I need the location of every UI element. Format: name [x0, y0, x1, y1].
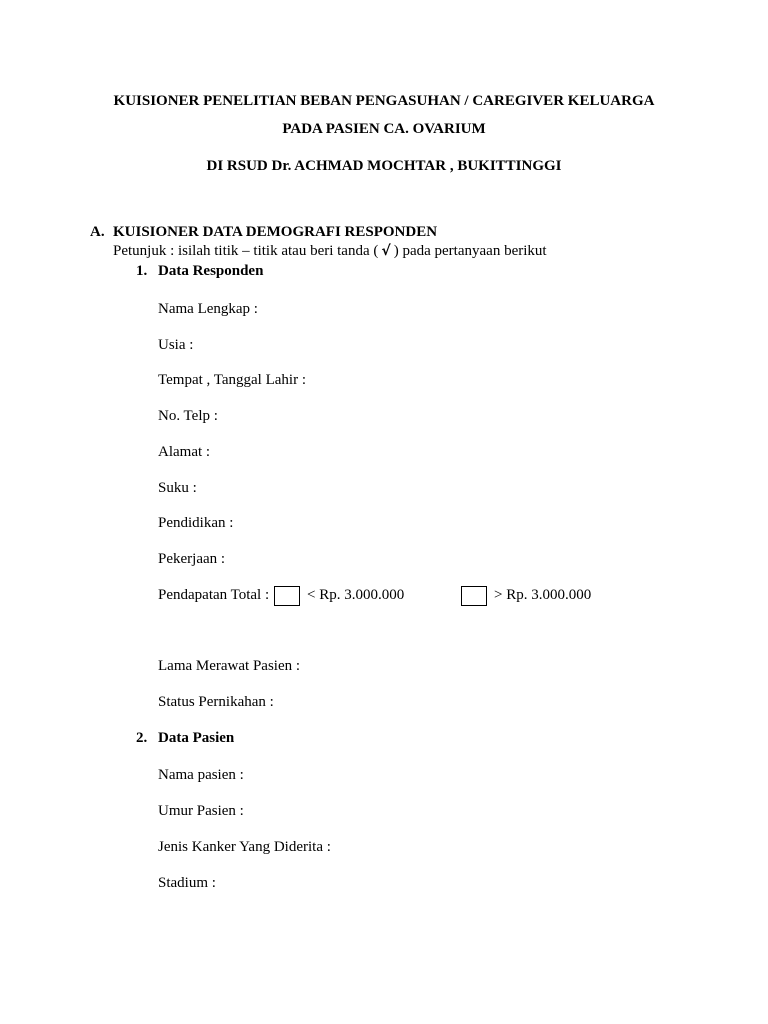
- field-umur-pasien: Umur Pasien :: [158, 803, 244, 819]
- field-nama-pasien: Nama pasien :: [158, 767, 244, 783]
- instruction-text: [113, 243, 547, 260]
- field-nama-lengkap: Nama Lengkap :: [158, 301, 258, 317]
- income-below-label: < Rp. 3.000.000: [307, 587, 405, 603]
- section-a-heading: KUISIONER DATA DEMOGRAFI RESPONDEN: [113, 224, 438, 240]
- field-stadium: Stadium :: [158, 875, 216, 891]
- field-pekerjaan: Pekerjaan :: [158, 551, 226, 567]
- part-1-heading: Data Responden: [158, 263, 264, 279]
- check-mark-icon: √: [381, 243, 391, 259]
- document-title-line-3: DI RSUD Dr. ACHMAD MOCHTAR , BUKITTINGGI: [206, 158, 562, 174]
- field-pendidikan: Pendidikan :: [158, 515, 234, 531]
- field-no-telp: No. Telp :: [158, 408, 218, 424]
- field-alamat: Alamat :: [158, 444, 211, 460]
- income-below-checkbox[interactable]: [274, 586, 300, 606]
- field-lama-merawat: Lama Merawat Pasien :: [158, 658, 301, 674]
- part-2-heading: Data Pasien: [158, 730, 235, 746]
- instruction-text-before: Petunjuk : isilah titik – titik atau beri tanda (: [113, 243, 379, 259]
- part-1-number: 1.: [136, 263, 148, 279]
- field-status-pernikahan: Status Pernikahan :: [158, 694, 274, 710]
- income-above-checkbox[interactable]: [461, 586, 487, 606]
- field-usia: Usia :: [158, 337, 194, 353]
- document-title-line-1: KUISIONER PENELITIAN BEBAN PENGASUHAN / CAREGIVER KELUARGA: [113, 93, 655, 109]
- section-a-letter: A.: [90, 224, 105, 240]
- part-2-number: 2.: [136, 730, 148, 746]
- field-tempat-tanggal-lahir: Tempat , Tanggal Lahir :: [158, 372, 306, 388]
- instruction-text-after: ) pada pertanyaan berikut: [393, 243, 547, 259]
- document-title-line-2: PADA PASIEN CA. OVARIUM: [282, 121, 486, 137]
- field-suku: Suku :: [158, 480, 197, 496]
- income-above-label: > Rp. 3.000.000: [494, 587, 592, 603]
- field-pendapatan-total: Pendapatan Total :: [158, 587, 270, 603]
- field-jenis-kanker: Jenis Kanker Yang Diderita :: [158, 839, 331, 855]
